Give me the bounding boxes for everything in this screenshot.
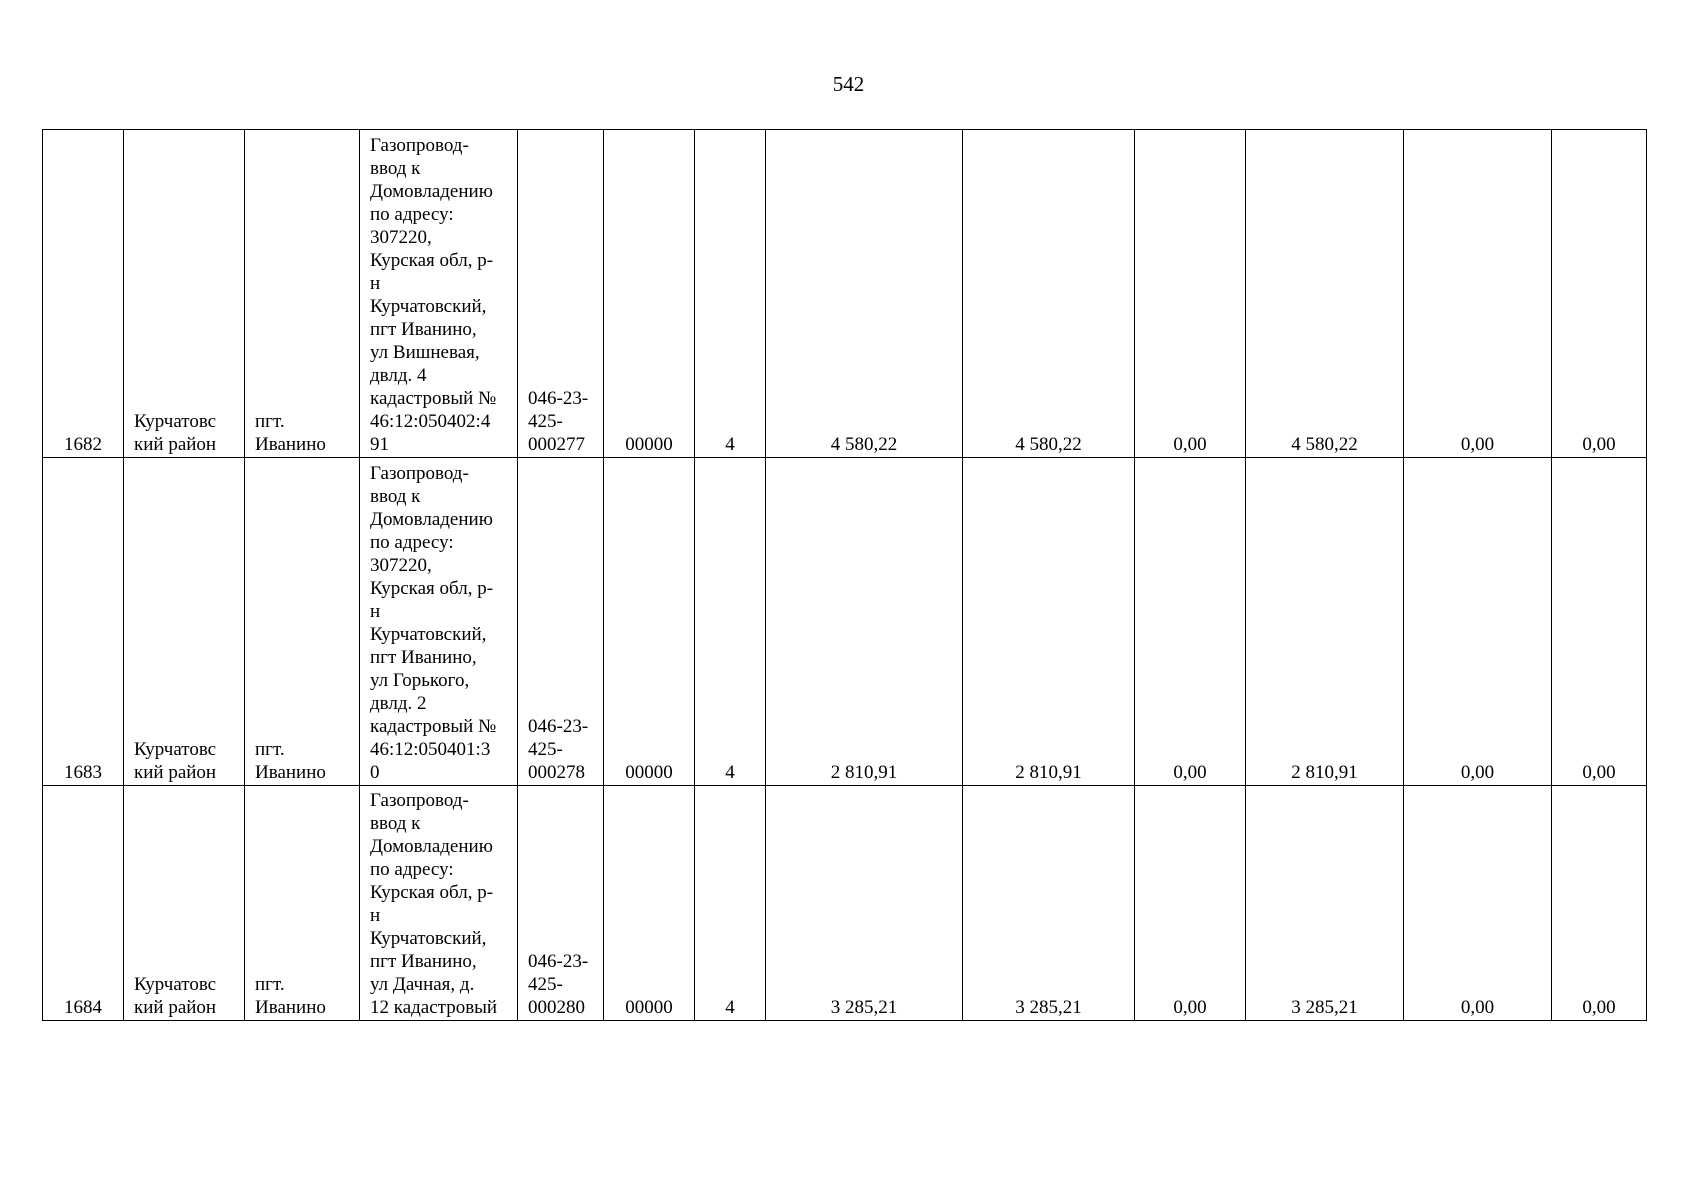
value-6-cell: 0,00 [1552,458,1647,786]
value-4-cell: 3 285,21 [1246,786,1404,1021]
description-cell: Газопровод- ввод к Домовладению по адресу: Курская обл, р- н Курчатовский, пгт Иванино, ул Дачная, д. 12 кадастровый [360,786,518,1021]
description-cell: Газопровод- ввод к Домовладению по адресу: 307220, Курская обл, р- н Курчатовский, пгт Иванино, ул Вишневая, двлд. 4 кадастровый № 46:12:050402:4 91 [360,130,518,458]
group-cell: 4 [695,130,766,458]
district-cell: Курчатовс кий район [124,130,245,458]
table-row [43,130,1647,458]
value-1-cell: 3 285,21 [766,786,963,1021]
value-5-cell: 0,00 [1404,786,1552,1021]
inventory-number-cell: 046-23- 425- 000277 [518,130,604,458]
value-6-cell: 0,00 [1552,786,1647,1021]
value-5-cell: 0,00 [1404,458,1552,786]
value-2-cell: 4 580,22 [963,130,1135,458]
value-4-cell: 2 810,91 [1246,458,1404,786]
value-6-cell: 0,00 [1552,130,1647,458]
row-number-cell: 1682 [43,130,124,458]
group-cell: 4 [695,458,766,786]
group-cell: 4 [695,786,766,1021]
row-number-cell: 1684 [43,786,124,1021]
value-4-cell: 4 580,22 [1246,130,1404,458]
inventory-number-cell: 046-23- 425- 000278 [518,458,604,786]
value-2-cell: 2 810,91 [963,458,1135,786]
code-cell: 00000 [604,786,695,1021]
table-row [43,786,1647,1021]
row-number-cell: 1683 [43,458,124,786]
description-cell: Газопровод- ввод к Домовладению по адресу: 307220, Курская обл, р- н Курчатовский, пгт Иванино, ул Горького, двлд. 2 кадастровый № 46:12:050401:3 0 [360,458,518,786]
value-3-cell: 0,00 [1135,458,1246,786]
settlement-cell: пгт. Иванино [245,130,360,458]
registry-table [42,129,1647,1021]
page-number: 542 [832,72,865,96]
inventory-number-cell: 046-23- 425- 000280 [518,786,604,1021]
code-cell: 00000 [604,458,695,786]
value-2-cell: 3 285,21 [963,786,1135,1021]
code-cell: 00000 [604,130,695,458]
value-5-cell: 0,00 [1404,130,1552,458]
district-cell: Курчатовс кий район [124,458,245,786]
settlement-cell: пгт. Иванино [245,786,360,1021]
settlement-cell: пгт. Иванино [245,458,360,786]
value-1-cell: 2 810,91 [766,458,963,786]
value-3-cell: 0,00 [1135,786,1246,1021]
value-1-cell: 4 580,22 [766,130,963,458]
table-row [43,458,1647,786]
district-cell: Курчатовс кий район [124,786,245,1021]
value-3-cell: 0,00 [1135,130,1246,458]
